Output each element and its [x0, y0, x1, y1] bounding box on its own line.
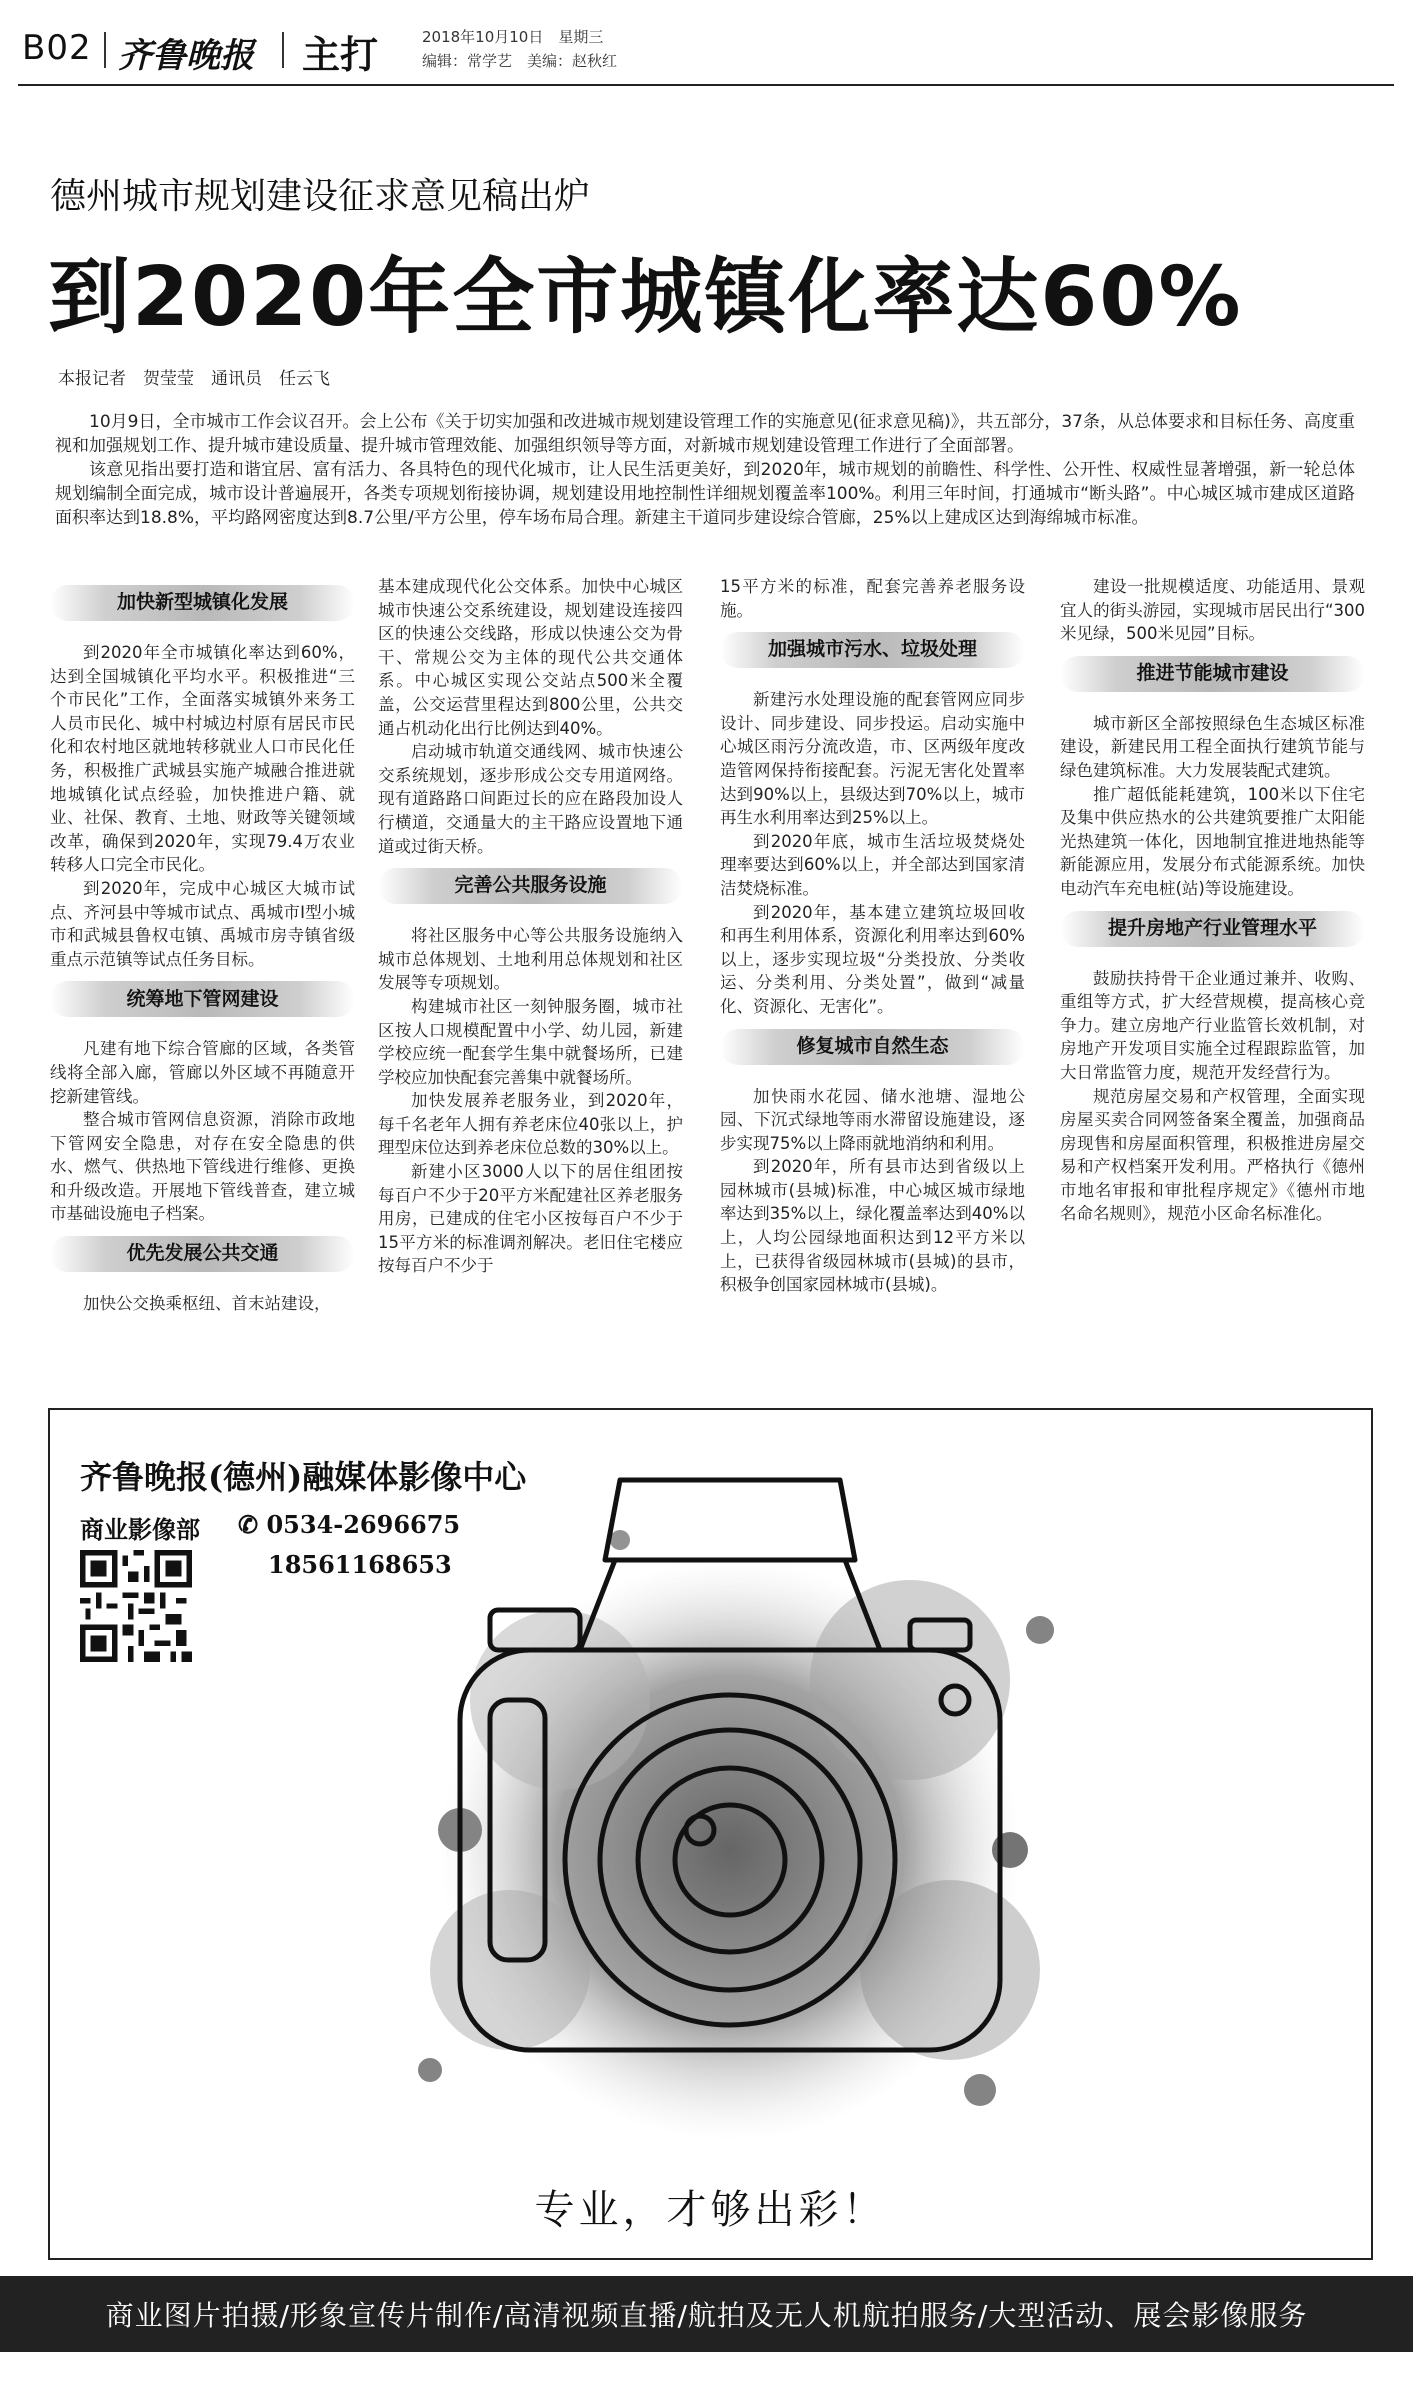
- editor-credit: 编辑：常学艺 美编：赵秋红: [422, 52, 618, 70]
- article-column-3: [720, 575, 1025, 1297]
- ad-phone-number: 0534-2696675: [266, 1510, 461, 1539]
- body-paragraph: 到2020年，基本建立建筑垃圾回收和再生利用体系，资源化利用率达到60%以上，逐步实现垃圾“分类投放、分类收运、分类利用、分类处置”，做到“减量化、资源化、无害化”。: [720, 902, 1025, 1016]
- issue-date: 2018年10月10日 星期三: [422, 28, 604, 46]
- body-paragraph: 新建污水处理设施的配套管网应同步设计、同步建设、同步投运。启动实施中心城区雨污分流改造，市、区两级年度改造管网保持衔接配套。污泥无害化处置率达到90%以上，县级达到70%以上，城市再生水利用率达到25%以上。: [720, 690, 1025, 828]
- section-heading: 推进节能城市建设: [1060, 656, 1365, 692]
- services-bar: [0, 2276, 1413, 2352]
- article-headline: 到2020年全市城镇化率达60%: [48, 250, 1243, 345]
- body-paragraph: 凡建有地下综合管廊的区域，各类管线将全部入廊，管廊以外区域不再随意开挖新建管线。: [50, 1039, 355, 1106]
- ad-mobile: 18561168653: [268, 1550, 452, 1579]
- body-paragraph: 城市新区全部按照绿色生态城区标准建设，新建民用工程全面执行建筑节能与绿色建筑标准。大力发展装配式建筑。: [1060, 713, 1365, 780]
- body-paragraph: 建设一批规模适度、功能适用、景观宜人的街头游园，实现城市居民出行“300米见绿，500米见园”目标。: [1060, 577, 1365, 644]
- body-paragraph: 加快公交换乘枢纽、首末站建设，: [83, 1294, 331, 1314]
- body-paragraph: 到2020年，所有县市达到省级以上园林城市(县城)标准，中心城区城市绿地率达到35%以上，绿化覆盖率达到40%以上，人均公园绿地面积达到12平方米以上，已获得省级园林城市(县城)的县市，积极争创国家园林城市(县城)。: [720, 1157, 1025, 1295]
- newspaper-logo: 齐鲁晚报: [118, 36, 254, 76]
- body-paragraph: 新建小区3000人以下的居住组团按每百户不少于20平方米配建社区养老服务用房，已建成的住宅小区按每百户不少于15平方米的标准调剂解决。老旧住宅楼应按每百户不少于: [378, 1162, 683, 1276]
- section-heading: 提升房地产行业管理水平: [1060, 911, 1365, 947]
- divider: [282, 32, 284, 68]
- section-heading: 加快新型城镇化发展: [50, 585, 355, 621]
- qr-code-icon: [80, 1550, 192, 1662]
- body-paragraph: 启动城市轨道交通线网、城市快速公交系统规划，逐步形成公交专用道网络。现有道路路口间距过长的应在路段加设人行横道，交通量大的主干路应设置地下通道或过街天桥。: [378, 742, 683, 856]
- body-paragraph: 到2020年全市城镇化率达到60%，达到全国城镇化平均水平。积极推进“三个市民化”工作，全面落实城镇外来务工人员市民化、城中村城边村原有居民市民化和农村地区就地转移就业人口市民化任务，积极推广武城县实施产城融合推进就地城镇化试点经验，加快推进户籍、就业、社保、教育、土地、财政等关键领域改革，确保到2020年，实现79.4万农业转移人口完全市民化。: [50, 643, 355, 875]
- section-heading: 修复城市自然生态: [720, 1029, 1025, 1065]
- article-column-4: [1060, 575, 1365, 1226]
- body-paragraph: 加快发展养老服务业，到2020年，每千名老年人拥有养老床位40张以上，护理型床位达到养老床位总数的30%以上。: [378, 1091, 683, 1158]
- section-heading: 优先发展公共交通: [50, 1236, 355, 1272]
- body-paragraph: 鼓励扶持骨干企业通过兼并、收购、重组等方式，扩大经营规模，提高核心竞争力。建立房地产行业监管长效机制，对房地产开发项目实施全过程跟踪监管，加大日常监管力度，规范开发经营行为。: [1060, 968, 1365, 1082]
- body-paragraph: 加快雨水花园、储水池塘、湿地公园、下沉式绿地等雨水滞留设施建设，逐步实现75%以上降雨就地消纳和利用。: [720, 1086, 1025, 1153]
- phone-icon: ✆: [238, 1510, 267, 1539]
- body-paragraph: 整合城市管网信息资源，消除市政地下管网安全隐患，对存在安全隐患的供水、燃气、供热地下管线进行维修、更换和升级改造。开展地下管线普查，建立城市基础设施电子档案。: [50, 1110, 355, 1224]
- ad-department: 商业影像部: [80, 1515, 200, 1544]
- body-paragraph: 到2020年，完成中心城区大城市试点、齐河县中等城市试点、禹城市Ⅰ型小城市和武城县鲁权屯镇、禹城市房寺镇省级重点示范镇等试点任务目标。: [50, 878, 355, 969]
- body-paragraph: 15平方米的标准，配套完善养老服务设施。: [720, 577, 1025, 620]
- ad-slogan: 专业，才够出彩！: [534, 2187, 887, 2233]
- lead-paragraph: 10月9日，全市城市工作会议召开。会上公布《关于切实加强和改进城市规划建设管理工作的实施意见(征求意见稿)》，共五部分，37条，从总体要求和目标任务、高度重视和加强规划工作、提升城市建设质量、提升城市管理效能、加强组织领导等方面，对新城市规划建设管理工作进行了全面部署。: [55, 412, 1355, 456]
- article-kicker: 德州城市规划建设征求意见稿出炉: [50, 176, 591, 217]
- article-column-1: [50, 575, 355, 1316]
- page-number: B02: [22, 28, 92, 68]
- section-heading: 加强城市污水、垃圾处理: [720, 632, 1025, 668]
- body-paragraph: 推广超低能耗建筑，100米以下住宅及集中供应热水的公共建筑要推广太阳能光热建筑一体化，因地制宜推进地热能等新能源应用，发展分布式能源系统。加快电动汽车充电桩(站)等设施建设。: [1060, 784, 1365, 898]
- body-paragraph: 到2020年底，城市生活垃圾焚烧处理率要达到60%以上，并全部达到国家清洁焚烧标准。: [720, 831, 1025, 898]
- lead-paragraph: 该意见指出要打造和谐宜居、富有活力、各具特色的现代化城市，让人民生活更美好，到2020年，城市规划的前瞻性、科学性、公开性、权威性显著增强，新一轮总体规划编制全面完成，城市设计普遍展开，各类专项规划衔接协调，规划建设用地控制性详细规划覆盖率100%。利用三年时间，打通城市“断头路”。中心城区城市建成区道路面积率达到18.8%，平均路网密度达到8.7公里/平方公里，停车场布局合理。新建主干道同步建设综合管廊，25%以上建成区达到海绵城市标准。: [55, 460, 1355, 528]
- section-heading: 完善公共服务设施: [378, 868, 683, 904]
- ad-brand: 齐鲁晚报(德州)融媒体影像中心: [80, 1458, 527, 1496]
- body-paragraph: 构建城市社区一刻钟服务圈，城市社区按人口规模配置中小学、幼儿园，新建学校应统一配套学生集中就餐场所，已建学校应加快配套完善集中就餐场所。: [378, 996, 683, 1087]
- section-heading: 统筹地下管网建设: [50, 981, 355, 1017]
- byline: 本报记者 贺莹莹 通讯员 任云飞: [58, 369, 330, 389]
- lead-paragraphs: [55, 410, 1355, 530]
- services-text: 商业图片拍摄/形象宣传片制作/高清视频直播/航拍及无人机航拍服务/大型活动、展会影像服务: [105, 2299, 1308, 2332]
- section-title: 主打: [302, 33, 379, 77]
- camera-illustration: [370, 1450, 1090, 2150]
- body-paragraph: 将社区服务中心等公共服务设施纳入城市总体规划、土地利用总体规划和社区发展等专项规划。: [378, 926, 683, 993]
- article-column-2: [378, 575, 683, 1278]
- divider: [104, 32, 106, 68]
- body-paragraph: 规范房屋交易和产权管理，全面实现房屋买卖合同网签备案全覆盖，加强商品房现售和房屋面积管理，积极推进房屋交易和产权档案开发利用。严格执行《德州市地名审报和审批程序规定》《德州市地名命名规则》，规范小区命名标准化。: [1060, 1086, 1365, 1224]
- masthead-rule: [18, 84, 1394, 86]
- advertisement: [48, 1408, 1373, 2260]
- body-paragraph: 基本建成现代化公交体系。加快中心城区城市快速公交系统建设，规划建设连接四区的快速公交线路，形成以快速公交为骨干、常规公交为主体的现代公共交通体系。中心城区实现公交站点500米全覆盖，公交运营里程达到800公里，公共交通占机动化出行比例达到40%。: [378, 577, 683, 738]
